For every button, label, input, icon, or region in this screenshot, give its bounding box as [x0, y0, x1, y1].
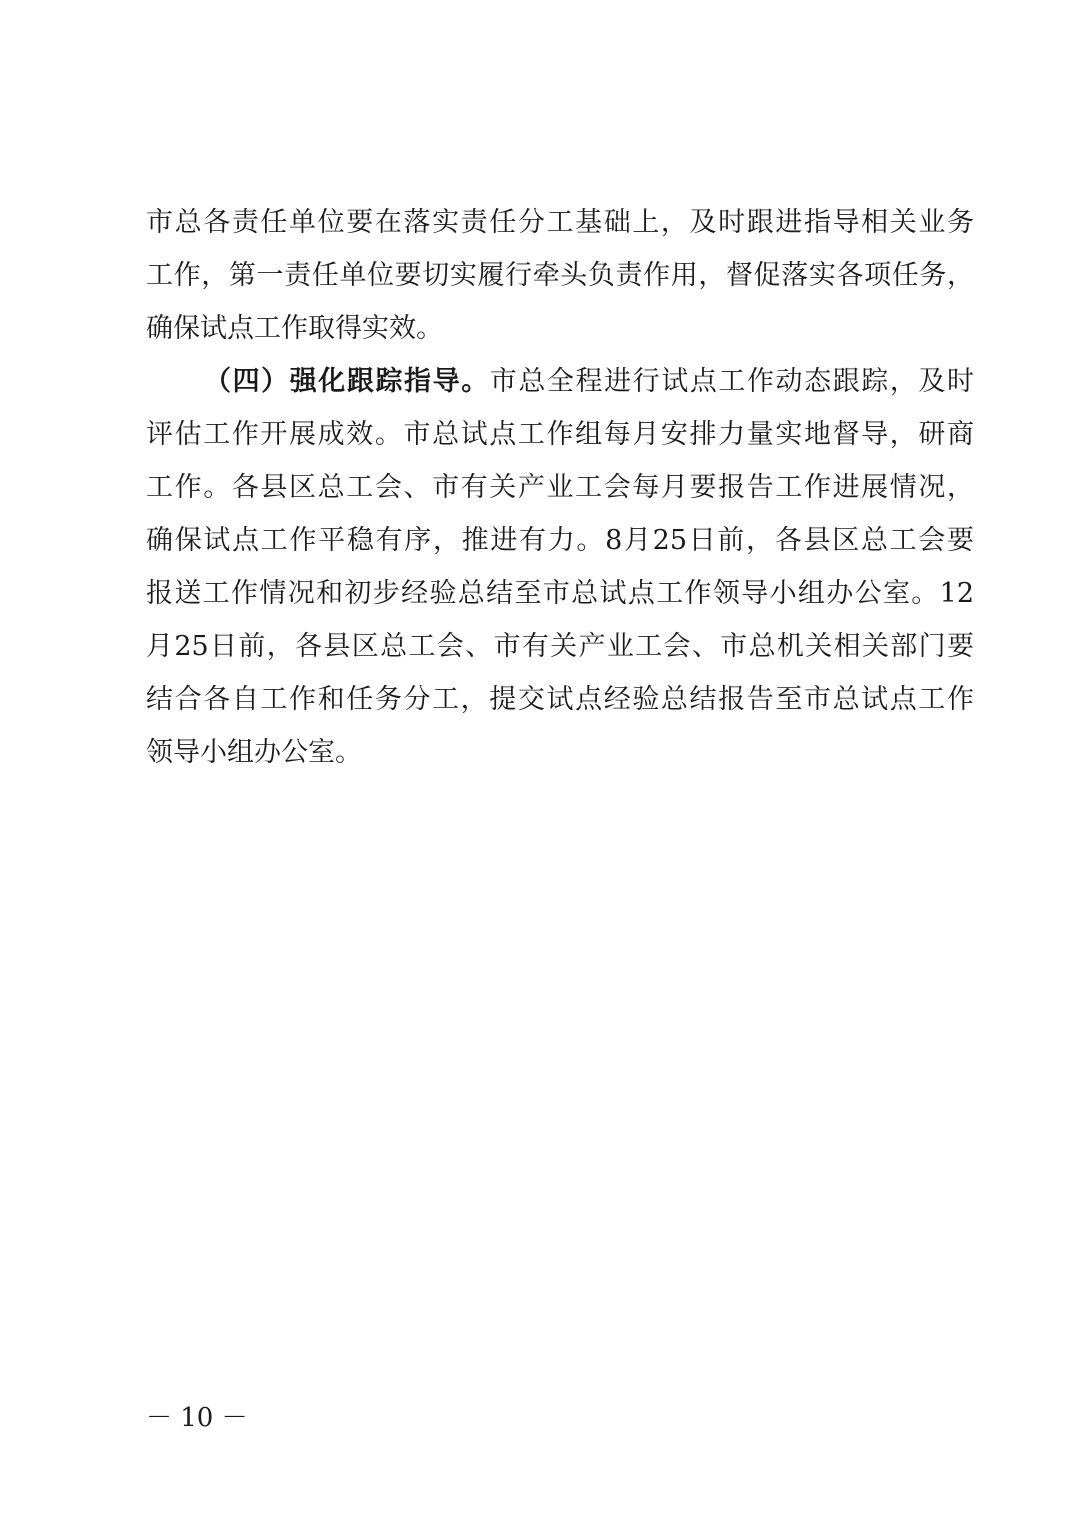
text-line: 月25日前，各县区总工会、市有关产业工会、市总机关相关部门要 — [146, 631, 974, 662]
paragraph-tracking-guidance — [146, 355, 974, 779]
page-number: － 10 － — [146, 1403, 248, 1433]
text-line: 工作，第一责任单位要切实履行牵头负责作用，督促落实各项任务， — [146, 260, 974, 291]
document-body — [146, 196, 974, 779]
text-line: 结合各自工作和任务分工，提交试点经验总结报告至市总试点工作 — [146, 684, 974, 715]
paragraph-responsibility — [146, 196, 974, 355]
text-line: 确保试点工作平稳有序，推进有力。8月25日前，各县区总工会要 — [146, 525, 974, 556]
text-span: 市总全程进行试点工作动态跟踪，及时 — [489, 366, 975, 397]
text-line: 确保试点工作取得实效。 — [146, 313, 443, 344]
text-line: 领导小组办公室。 — [146, 737, 362, 768]
text-line — [146, 355, 974, 408]
text-line: 市总各责任单位要在落实责任分工基础上，及时跟进指导相关业务 — [146, 207, 974, 238]
text-line: 报送工作情况和初步经验总结至市总试点工作领导小组办公室。12 — [146, 578, 974, 609]
text-line: 工作。各县区总工会、市有关产业工会每月要报告工作进展情况， — [146, 472, 974, 503]
text-line: 评估工作开展成效。市总试点工作组每月安排力量实地督导，研商 — [146, 419, 974, 450]
section-heading: （四）强化跟踪指导。 — [204, 366, 490, 397]
